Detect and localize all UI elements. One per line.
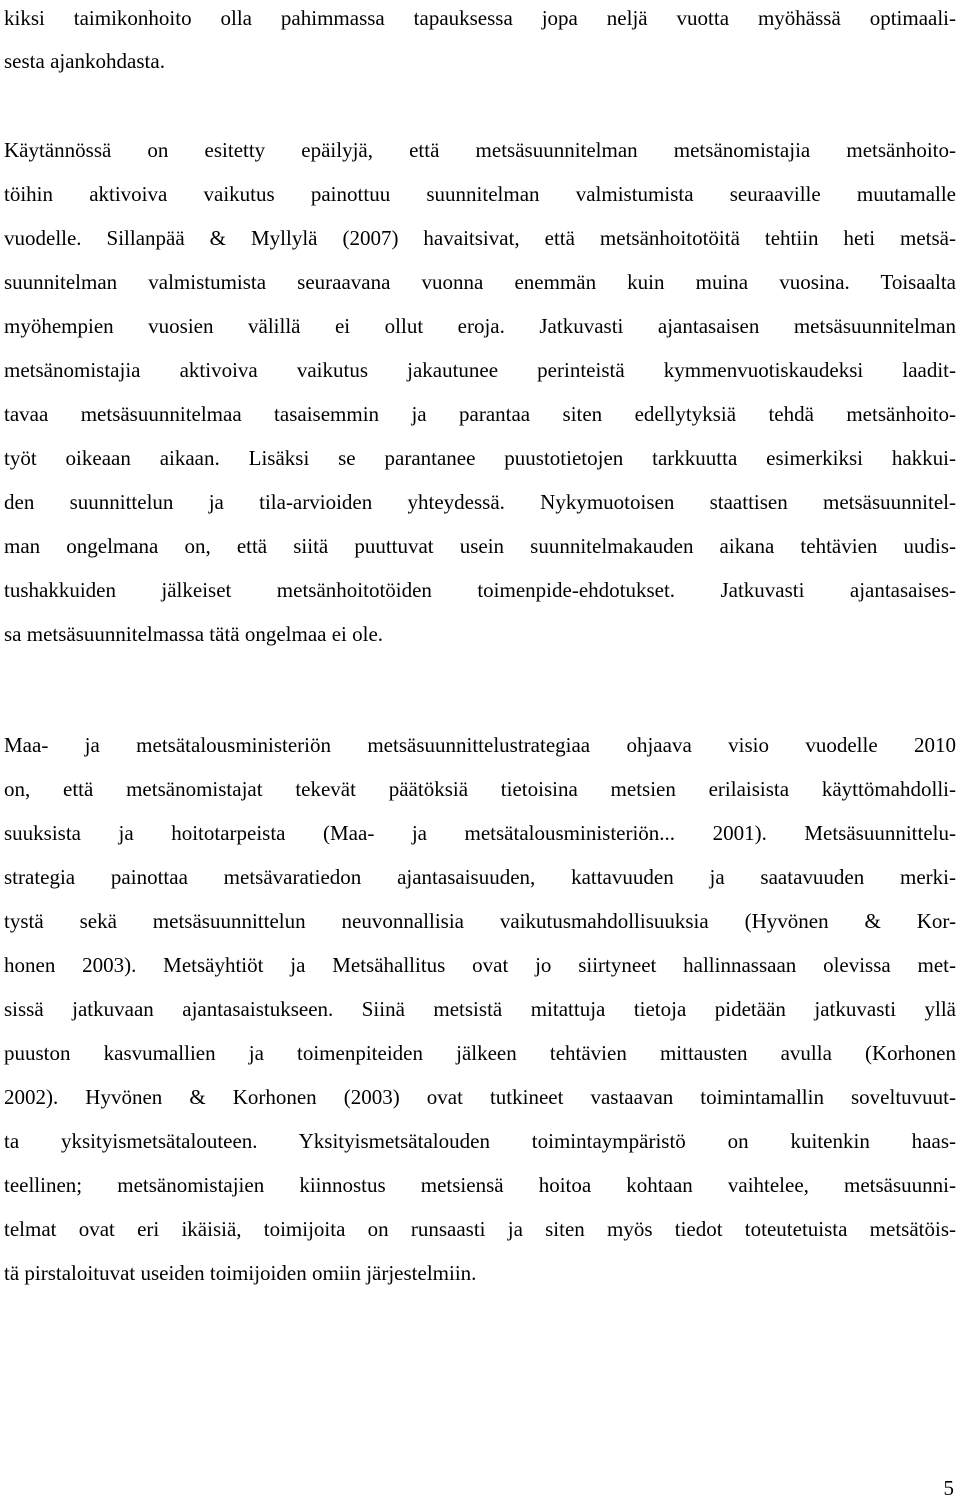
paragraph-2-line-10: man ongelmana on, että siitä puuttuvat usein suunnitelmakauden aikana tehtävien uudis- xyxy=(4,534,956,558)
paragraph-3-line-4: strategia painottaa metsävaratiedon ajantasaisuuden, kattavuuden ja saatavuuden merki- xyxy=(4,865,956,889)
paragraph-2-line-4: suunnitelman valmistumista seuraavana vuonna enemmän kuin muina vuosina. Toisaalta xyxy=(4,270,956,294)
paragraph-1-line-1: kiksi taimikonhoito olla pahimmassa tapauksessa jopa neljä vuotta myöhässä optimaali- xyxy=(4,6,956,30)
paragraph-3-line-3: suuksista ja hoitotarpeista (Maa- ja metsätalousministeriön... 2001). Metsäsuunnittelu- xyxy=(4,821,956,845)
paragraph-2-line-6: metsänomistajia aktivoiva vaikutus jakautunee perinteistä kymmenvuotiskaudeksi laadit- xyxy=(4,358,956,382)
paragraph-2-line-8: työt oikeaan aikaan. Lisäksi se parantanee puustotietojen tarkkuutta esimerkiksi hakkui- xyxy=(4,446,956,470)
paragraph-3-line-7: sissä jatkuvaan ajantasaistukseen. Siinä metsistä mitattuja tietoja pidetään jatkuvasti yllä xyxy=(4,997,956,1021)
paragraph-3-line-12: telmat ovat eri ikäisiä, toimijoita on runsaasti ja siten myös tiedot toteutetuista metsätöis- xyxy=(4,1217,956,1241)
paragraph-3-line-8: puuston kasvumallien ja toimenpiteiden jälkeen tehtävien mittausten avulla (Korhonen xyxy=(4,1041,956,1065)
paragraph-3-line-2: on, että metsänomistajat tekevät päätöksiä tietoisina metsien erilaisista käyttömahdolli- xyxy=(4,777,956,801)
paragraph-2-line-7: tavaa metsäsuunnitelmaa tasaisemmin ja parantaa siten edellytyksiä tehdä metsänhoito- xyxy=(4,402,956,426)
paragraph-3-line-13: tä pirstaloituvat useiden toimijoiden omiin järjestelmiin. xyxy=(4,1261,477,1285)
paragraph-3-line-5: tystä sekä metsäsuunnittelun neuvonnallisia vaikutusmahdollisuuksia (Hyvönen & Kor- xyxy=(4,909,956,933)
paragraph-2-line-12: sa metsäsuunnitelmassa tätä ongelmaa ei ole. xyxy=(4,622,384,646)
paragraph-3-line-9: 2002). Hyvönen & Korhonen (2003) ovat tutkineet vastaavan toimintamallin soveltuvuut- xyxy=(4,1085,956,1109)
paragraph-2-line-5: myöhempien vuosien välillä ei ollut eroja. Jatkuvasti ajantasaisen metsäsuunnitelman xyxy=(4,314,956,338)
page-number: 5 xyxy=(943,1476,954,1500)
paragraph-2-line-1: Käytännössä on esitetty epäilyjä, että metsäsuunnitelman metsänomistajia metsänhoito- xyxy=(4,138,956,162)
paragraph-2-line-9: den suunnittelun ja tila-arvioiden yhteydessä. Nykymuotoisen staattisen metsäsuunnitel- xyxy=(4,490,956,514)
paragraph-3-line-10: ta yksityismetsätalouteen. Yksityismetsätalouden toimintaympäristö on kuitenkin haas- xyxy=(4,1129,956,1153)
paragraph-1-line-2: sesta ajankohdasta. xyxy=(4,49,165,73)
paragraph-2-line-2: töihin aktivoiva vaikutus painottuu suunnitelman valmistumista seuraaville muutamalle xyxy=(4,182,956,206)
paragraph-2-line-3: vuodelle. Sillanpää & Myllylä (2007) havaitsivat, että metsänhoitotöitä tehtiin heti metsä- xyxy=(4,226,956,250)
paragraph-3-line-6: honen 2003). Metsäyhtiöt ja Metsähallitus ovat jo siirtyneet hallinnassaan olevissa met- xyxy=(4,953,956,977)
paragraph-2-line-11: tushakkuiden jälkeiset metsänhoitotöiden toimenpide-ehdotukset. Jatkuvasti ajantasaises- xyxy=(4,578,956,602)
paragraph-3-line-1: Maa- ja metsätalousministeriön metsäsuunnittelustrategiaa ohjaava visio vuodelle 2010 xyxy=(4,733,956,757)
paragraph-3-line-11: teellinen; metsänomistajien kiinnostus metsiensä hoitoa kohtaan vaihtelee, metsäsuunni- xyxy=(4,1173,956,1197)
